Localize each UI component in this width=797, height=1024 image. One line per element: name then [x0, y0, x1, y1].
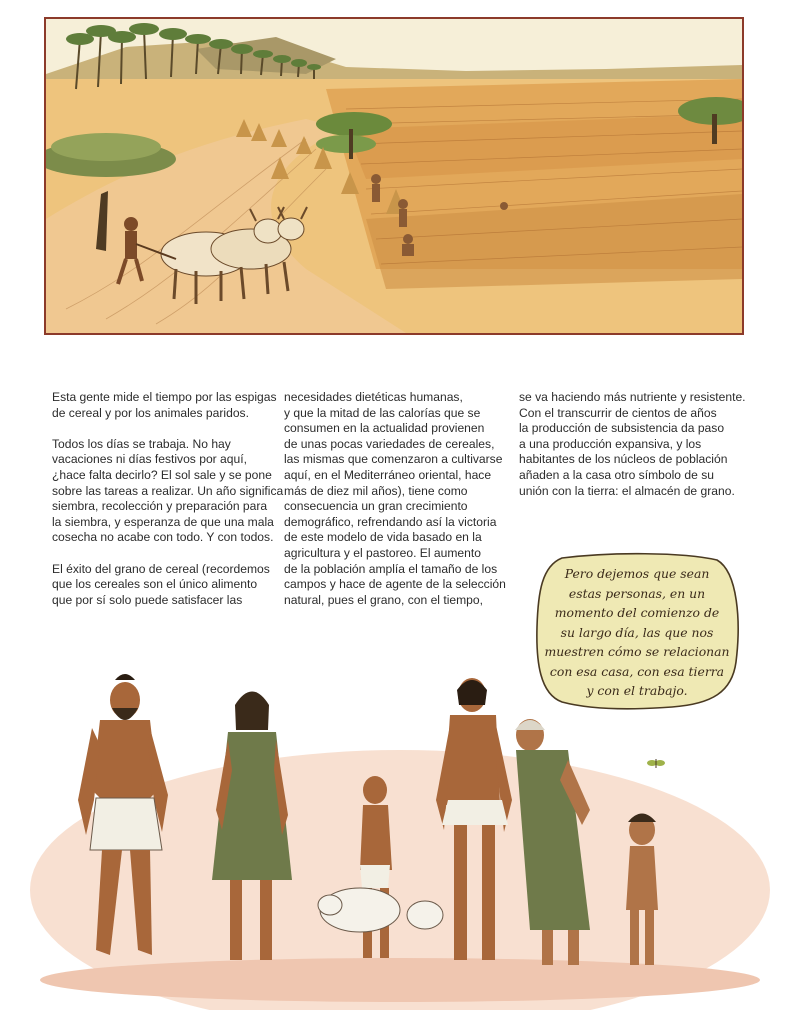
text-column-3	[519, 390, 747, 499]
farming-scene-illustration	[44, 17, 744, 335]
family-group-illustration	[30, 650, 770, 1010]
paragraph: Esta gente mide el tiempo por las espigas de cereal y por los animales paridos.	[52, 390, 277, 420]
paragraph: Todos los días se trabaja. No hay vacaciones ni días festivos por aquí, ¿hace falta decirlo? El sol sale y se pone sobre las tareas a realizar. Un año significa siembra, recolección y preparación para la siembra, y esperanza de que una mala cosecha no acabe con todo. Y con todos.	[52, 436, 284, 545]
family-group-drawing	[30, 650, 770, 1010]
text-column-1	[52, 390, 284, 608]
paragraph: necesidades dietéticas humanas, y que la mitad de las calorías que se consumen en la actualidad provienen de unas pocas variedades de cereales, las mismas que comenzaron a cultivarse aquí, en el Mediterráneo oriental, hace más de diez mil años), tiene como consecuencia un gran crecimiento demográfico, refrendando así la victoria de este modelo de vida basado en la agricultura y el pastoreo. El aumento de la población amplía el tamaño de los campos y hace de agente de la selección natural, pues el grano, con el tiempo,	[284, 390, 506, 607]
text-column-2	[284, 390, 512, 608]
speech-bubble-text: Pero dejemos que sean estas personas, en un momento del comienzo de su largo día, las que nos muestren cómo se relacionan con esa casa, con esa tierra y con el trabajo.	[544, 566, 730, 698]
paragraph: se va haciendo más nutriente y resistente. Con el transcurrir de cientos de años la producción de subsistencia da paso a una producción expansiva, y los habitantes de los núcleos de población añaden a la casa otro símbolo de su unión con la tierra: el almacén de grano.	[519, 390, 746, 498]
paragraph: El éxito del grano de cereal (recordemos que los cereales son el único alimento que por sí solo puede satisfacer las	[52, 561, 270, 607]
farming-landscape-drawing	[46, 19, 742, 333]
butterfly	[647, 759, 665, 768]
